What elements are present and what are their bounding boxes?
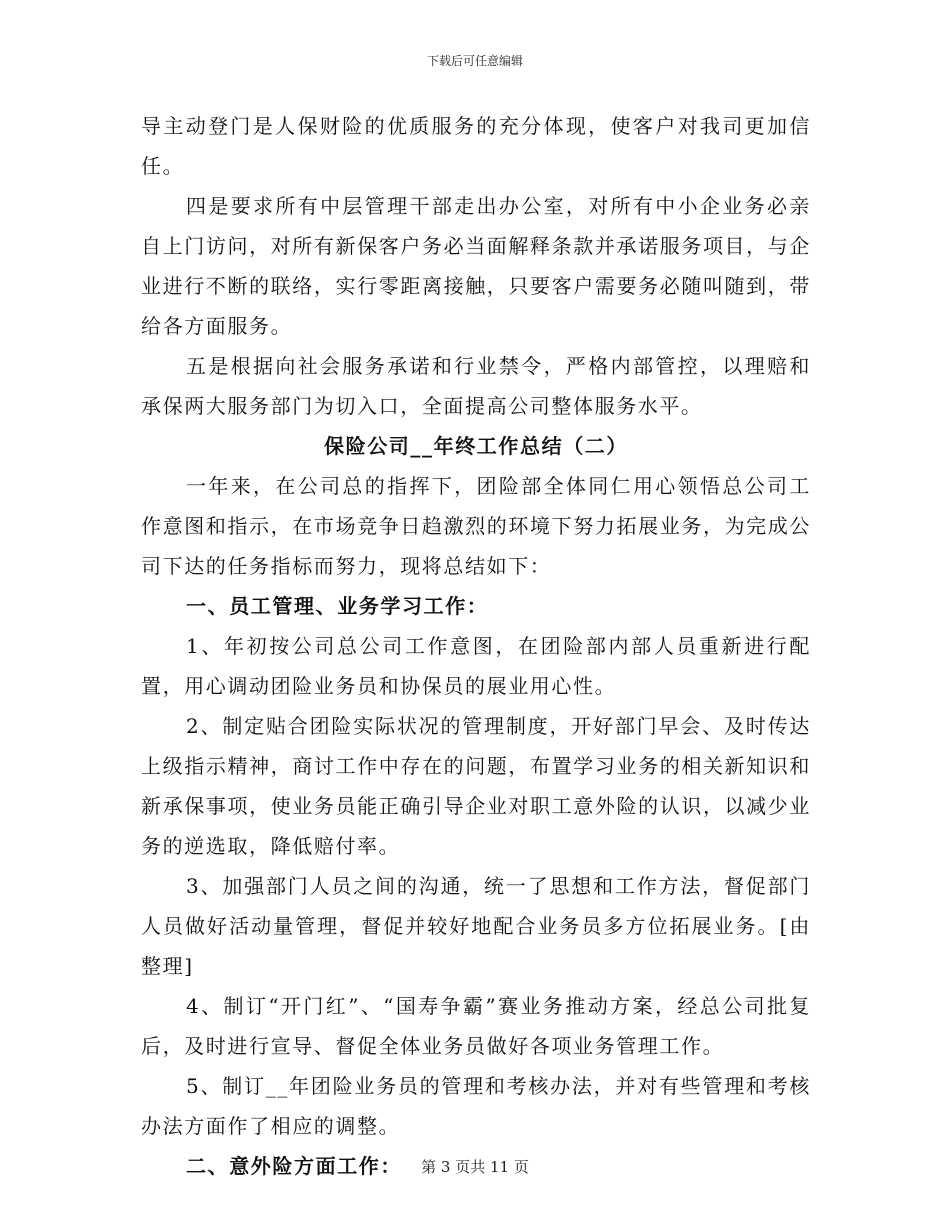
paragraph-continuation: 导主动登门是人保财险的优质服务的充分体现，使客户对我司更加信任。 [141,114,811,178]
section-title: 保险公司__年终工作总结（二） [324,434,628,458]
paragraph-intro: 一年来，在公司总的指挥下，团险部全体同仁用心领悟总公司工作意图和指示，在市场竞争日趋激烈的环境下努力拓展业务，为完成公司下达的任务指标而努力，现将总结如下： [141,474,811,578]
list-item-2: 2、制定贴合团险实际状况的管理制度，开好部门早会、及时传达上级指示精神，商讨工作中存在的问题，布置学习业务的相关新知识和新承保事项，使业务员能正确引导企业对职工意外险的认识，以减少业务的逆选取，降低赔付率。 [141,714,811,858]
heading-staff-management: 一、员工管理、业务学习工作： [186,594,489,618]
page-footer: 第 3 页共 11 页 [421,1158,529,1176]
heading-accident-insurance: 二、意外险方面工作： [186,1154,402,1178]
document-body [141,106,811,1186]
list-item-4: 4、制订“开门红”、“国寿争霸”赛业务推动方案，经总公司批复后，及时进行宣导、督促全体业务员做好各项业务管理工作。 [141,994,811,1058]
list-item-5: 5、制订__年团险业务员的管理和考核办法，并对有些管理和考核办法方面作了相应的调整。 [141,1074,811,1138]
paragraph-point-four: 四是要求所有中层管理干部走出办公室，对所有中小企业务必亲自上门访问，对所有新保客户务必当面解释条款并承诺服务项目，与企业进行不断的联络，实行零距离接触，只要客户需要务必随叫随到，带给各方面服务。 [141,194,811,338]
page-header: 下载后可任意编辑 [426,54,523,68]
paragraph-point-five: 五是根据向社会服务承诺和行业禁令，严格内部管控，以理赔和承保两大服务部门为切入口，全面提高公司整体服务水平。 [141,354,811,418]
list-item-1: 1、年初按公司总公司工作意图，在团险部内部人员重新进行配置，用心调动团险业务员和协保员的展业用心性。 [141,634,811,698]
list-item-3: 3、加强部门人员之间的沟通，统一了思想和工作方法，督促部门人员做好活动量管理，督促并较好地配合业务员多方位拓展业务。[由整理] [141,874,811,978]
